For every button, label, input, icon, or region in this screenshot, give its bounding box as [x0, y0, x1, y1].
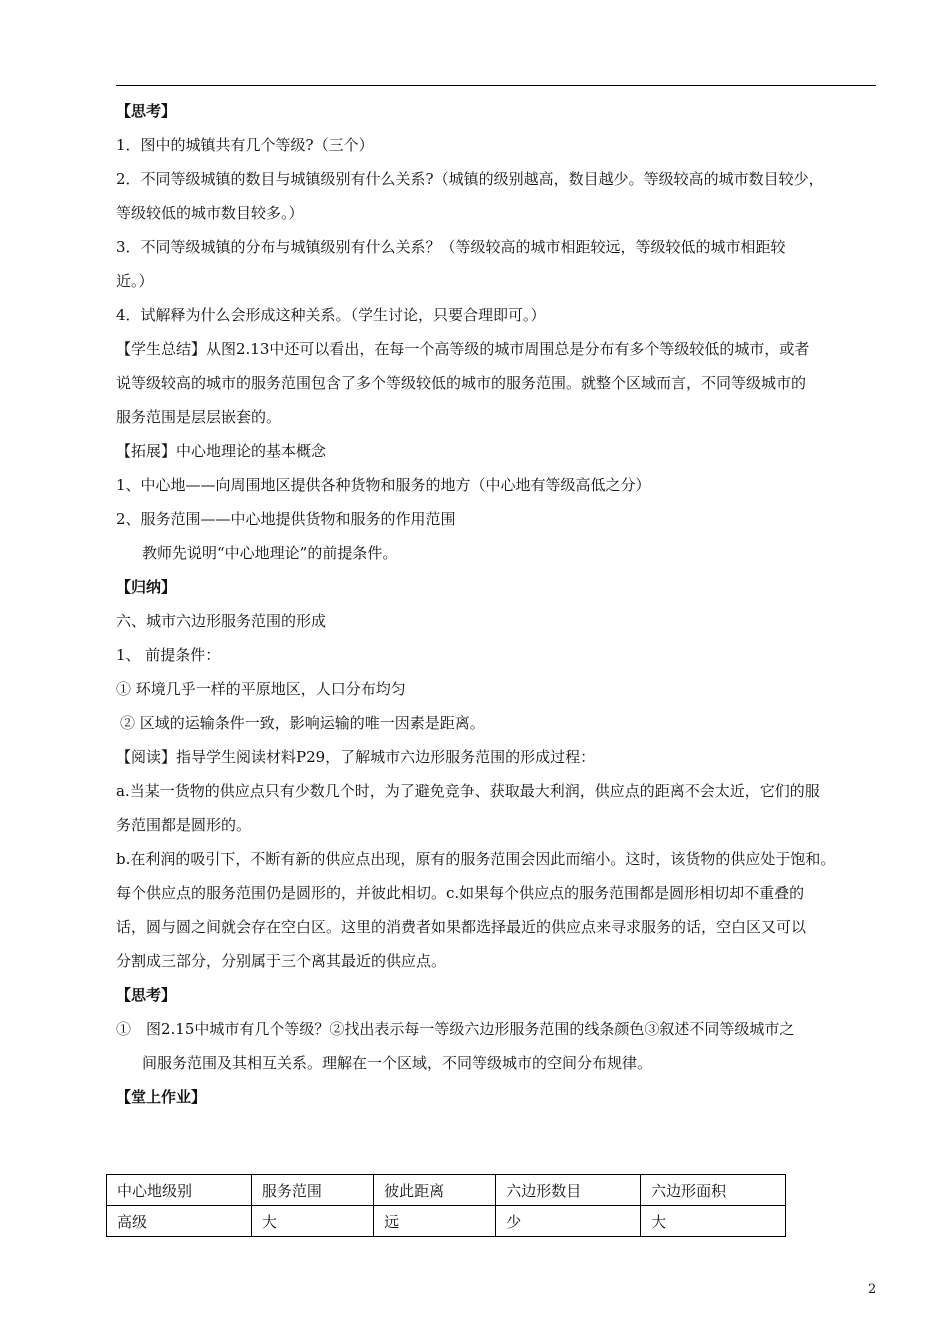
text-line: 教师先说明“中心地理论”的前提条件。	[142, 544, 398, 562]
text-line: 等级较低的城市数目较多。）	[116, 204, 304, 222]
table-cell: 远	[374, 1206, 496, 1237]
text-line: 六、城市六边形服务范围的形成	[116, 612, 327, 630]
text-line: 3．不同等级城镇的分布与城镇级别有什么关系？（等级较高的城市相距较远，等级较低的城市相距较	[116, 238, 786, 256]
table-cell: 高级	[107, 1206, 252, 1237]
text-line: 【阅读】指导学生阅读材料P29，了解城市六边形服务范围的形成过程：	[116, 748, 596, 766]
text-line: 【思考】	[116, 986, 177, 1004]
text-line: b.在利润的吸引下，不断有新的供应点出现，原有的服务范围会因此而缩小。这时，该货物的供应处于饱和。	[116, 850, 836, 868]
text-line: 4．试解释为什么会形成这种关系。（学生讨论，只要合理即可。）	[116, 306, 546, 324]
homework-table	[106, 1174, 786, 1237]
text-line: 分割成三部分，分别属于三个离其最近的供应点。	[116, 952, 447, 970]
text-line: 【堂上作业】	[116, 1088, 207, 1106]
table-header-cell: 中心地级别	[107, 1175, 252, 1206]
text-line: 【归纳】	[116, 578, 177, 596]
text-line: 【学生总结】从图2.13中还可以看出，在每一个高等级的城市周围总是分布有多个等级较低的城市，或者	[116, 340, 810, 358]
text-line: 2、服务范围——中心地提供货物和服务的作用范围	[116, 510, 456, 528]
header-rule	[116, 85, 876, 86]
text-line: 2．不同等级城镇的数目与城镇级别有什么关系?（城镇的级别越高，数目越少。等级较高的城市数目较少，	[116, 170, 824, 188]
table-header-cell: 六边形数目	[496, 1175, 641, 1206]
text-line: 近。）	[116, 272, 154, 290]
document-body	[116, 94, 878, 1114]
table-header-cell: 彼此距离	[374, 1175, 496, 1206]
table-header-cell: 服务范围	[251, 1175, 373, 1206]
text-line: ① 图2.15中城市有几个等级？②找出表示每一等级六边形服务范围的线条颜色③叙述不同等级城市之	[116, 1020, 795, 1038]
text-line: 服务范围是层层嵌套的。	[116, 408, 282, 426]
text-line: 【拓展】中心地理论的基本概念	[116, 442, 327, 460]
text-line: ② 区域的运输条件一致，影响运输的唯一因素是距离。	[120, 714, 485, 732]
table-cell: 大	[251, 1206, 373, 1237]
table-header-row	[107, 1175, 786, 1206]
text-line: 说等级较高的城市的服务范围包含了多个等级较低的城市的服务范围。就整个区域而言，不同等级城市的	[116, 374, 807, 392]
text-line: ① 环境几乎一样的平原地区，人口分布均匀	[116, 680, 406, 698]
text-line: 每个供应点的服务范围仍是圆形的，并彼此相切。c.如果每个供应点的服务范围都是圆形相切却不重叠的	[116, 884, 805, 902]
text-line: 1．图中的城镇共有几个等级?（三个）	[116, 136, 374, 154]
table-cell: 少	[496, 1206, 641, 1237]
text-line: a.当某一货物的供应点只有少数几个时，为了避免竞争、获取最大利润，供应点的距离不会太近，它们的服	[116, 782, 820, 800]
table-cell: 大	[641, 1206, 786, 1237]
text-line: 【思考】	[116, 102, 177, 120]
text-line: 务范围都是圆形的。	[116, 816, 252, 834]
text-line: 1、 前提条件：	[116, 646, 221, 664]
text-line: 话，圆与圆之间就会存在空白区。这里的消费者如果都选择最近的供应点来寻求服务的话，空白区又可以	[116, 918, 807, 936]
text-line: 1、中心地——向周围地区提供各种货物和服务的地方（中心地有等级高低之分）	[116, 476, 651, 494]
table-header-cell: 六边形面积	[641, 1175, 786, 1206]
page-number: 2	[868, 1282, 877, 1297]
text-line: 间服务范围及其相互关系。理解在一个区域，不同等级城市的空间分布规律。	[142, 1054, 653, 1072]
table-row	[107, 1206, 786, 1237]
